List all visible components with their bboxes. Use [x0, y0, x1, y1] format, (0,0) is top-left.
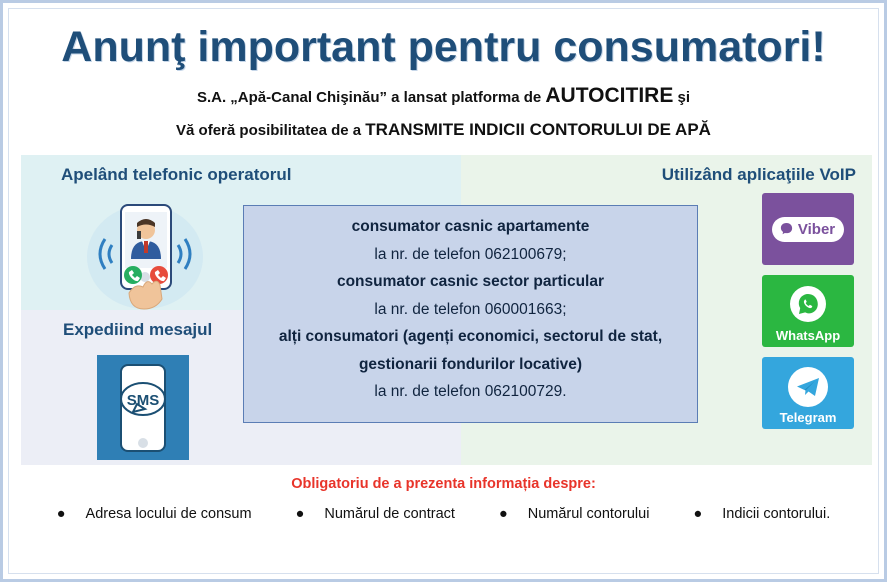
viber-pill	[772, 217, 844, 242]
bullet-icon: ●	[498, 506, 508, 522]
subtitle-1-prefix: S.A. „Apă-Canal Chişinău” a lansat platforma de	[196, 89, 546, 107]
phone-operator-icon	[81, 197, 209, 312]
voip-logo-list	[762, 193, 854, 439]
whatsapp-logo[interactable]	[762, 275, 854, 347]
contact-line: alți consumatori (agenți economici, sectorul de stat,	[278, 328, 663, 345]
list-item-label: Numărul contorului	[527, 506, 650, 522]
svg-text:SMS: SMS	[126, 392, 160, 409]
bullet-icon: ●	[693, 506, 703, 522]
subtitle-2-prefix: Vă oferă posibilitatea de a	[176, 122, 366, 140]
list-item-label: Numărul de contract	[324, 506, 455, 522]
list-item	[47, 506, 262, 522]
sms-method-heading: Expediind mesajul	[63, 320, 213, 339]
sms-phone-icon	[97, 355, 189, 460]
whatsapp-label: WhatsApp	[775, 328, 841, 343]
telegram-logo[interactable]	[762, 357, 854, 429]
viber-label: Viber	[797, 220, 836, 238]
contact-line: consumator casnic sector particular	[336, 273, 605, 290]
contact-line: la nr. de telefon 062100729.	[374, 383, 567, 400]
telegram-label: Telegram	[779, 410, 837, 425]
viber-icon	[779, 222, 794, 237]
footer-heading: Obligatoriu de a prezenta informația despre:	[291, 476, 596, 492]
page-title: Anunţ important pentru consumatori!	[61, 23, 826, 71]
subtitle-line-1	[3, 84, 884, 108]
viber-logo[interactable]	[762, 193, 854, 265]
list-item	[683, 506, 840, 522]
contact-line: la nr. de telefon 062100679;	[374, 245, 567, 263]
subtitle-2-emphasis: TRANSMITE INDICII CONTORULUI DE APĂ	[365, 120, 711, 140]
bullet-icon: ●	[56, 506, 66, 522]
contact-line: consumator casnic apartamente	[351, 218, 590, 235]
whatsapp-icon	[790, 286, 826, 322]
subtitle-1-emphasis: AUTOCITIRE	[545, 84, 674, 108]
contact-numbers-box	[243, 205, 698, 423]
list-item	[489, 506, 659, 522]
subtitle-1-suffix: şi	[673, 89, 691, 107]
list-item-label: Indicii contorului.	[722, 506, 831, 522]
contact-line: gestionarii fondurilor locative)	[358, 355, 583, 373]
list-item	[286, 506, 465, 522]
list-item-label: Adresa locului de consum	[85, 506, 252, 522]
phone-method-heading: Apelând telefonic operatorul	[61, 165, 292, 184]
contact-line: la nr. de telefon 060001663;	[374, 300, 567, 318]
voip-method-heading: Utilizând aplicaţiile VoIP	[661, 165, 856, 184]
bullet-icon: ●	[295, 506, 305, 522]
subtitle-line-2	[3, 120, 884, 140]
footer-requirements-list	[3, 506, 884, 522]
telegram-icon	[788, 367, 828, 407]
